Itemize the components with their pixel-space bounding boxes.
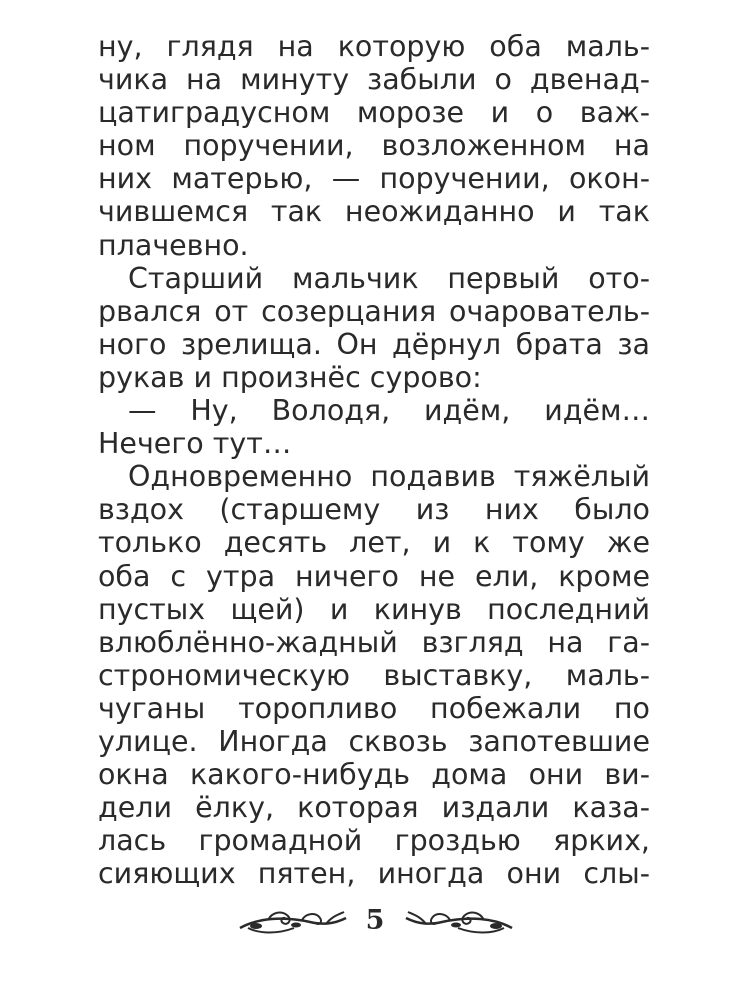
text-line: оба с утра ничего не ели, кроме [98, 559, 650, 593]
page-footer [0, 898, 750, 948]
text-line: Одновременно подавив тяжёлый [128, 460, 650, 494]
text-line: лась громадной гроздью ярких, [98, 824, 650, 858]
text-line: чившемся так неожиданно и так [98, 195, 650, 229]
text-line: цатиградусном морозе и о важ- [98, 96, 650, 130]
text-line: рвался от созерцания очарователь- [98, 294, 650, 328]
text-line: чика на минуту забыли о двенад- [98, 63, 650, 97]
page-number: 5 [365, 905, 385, 936]
text-line: ном поручении, возложенном на [98, 129, 650, 163]
text-line: улице. Иногда сквозь запотевшие [98, 724, 650, 758]
body-text [98, 30, 650, 890]
text-line: рукав и произнёс сурово: [98, 360, 482, 394]
text-line: ну, глядя на которую оба маль- [98, 30, 650, 63]
text-line: только десять лет, и к тому же [98, 526, 650, 560]
text-line: сияющих пятен, иногда они слы- [98, 857, 650, 891]
text-line: Нечего тут… [98, 427, 292, 461]
text-line: влюблённо-жадный взгляд на га- [98, 625, 650, 659]
text-line: окна какого-нибудь дома они ви- [98, 758, 650, 792]
text-line: пустых щей) и кинув последний [98, 592, 650, 626]
text-line: Старший мальчик первый ото- [128, 261, 650, 295]
text-line: — Ну, Володя, идём, идём… [128, 394, 650, 428]
text-line: строномическую выставку, маль- [98, 658, 650, 692]
text-line: ного зрелища. Он дёрнул брата за [98, 327, 650, 361]
text-line: дели ёлку, которая издали каза- [98, 791, 650, 825]
text-line: них матерью, — поручении, окон- [98, 162, 650, 196]
text-line: плачевно. [98, 228, 249, 262]
text-line: чуганы торопливо побежали по [98, 691, 650, 725]
flourish-left-icon [238, 904, 348, 938]
text-line: вздох (старшему из них было [98, 493, 650, 527]
flourish-right-icon [404, 904, 514, 938]
